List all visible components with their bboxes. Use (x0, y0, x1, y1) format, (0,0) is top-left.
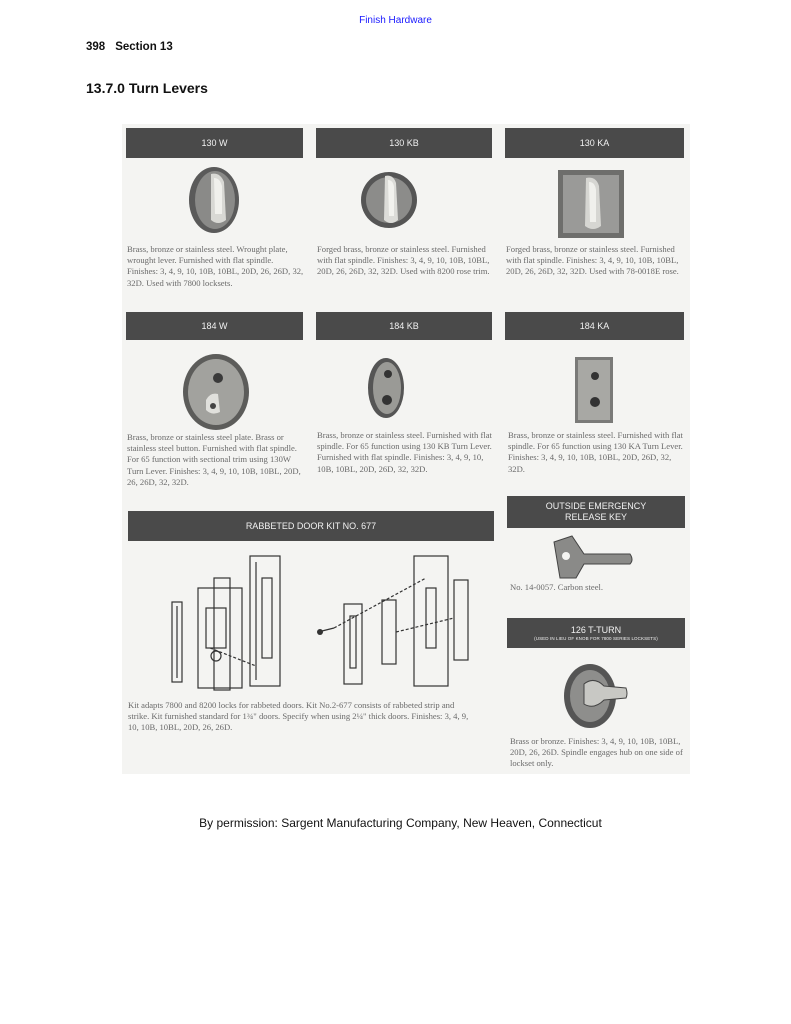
page-number: 398 (86, 41, 106, 53)
product-description-184ka: Brass, bronze or stainless steel. Furnished with flat spindle. For 65 function using 130 KA Turn Lever. Finishes: 3, 4, 9, 10, 10B, 10BL, 20D, 26D, 32, 32D. (508, 430, 683, 474)
product-description-184kb: Brass, bronze or stainless steel. Furnished with flat spindle. For 65 function using 130 KB Turn Lever. Furnished with flat spindle. Finishes: 3, 4, 9, 10, 10B, 10BL, 20D, 26D, 32, 32D. (317, 430, 492, 474)
turn-lever-130ka-image (556, 168, 626, 240)
product-description-130ka: Forged brass, bronze or stainless steel. Furnished with flat spindle. Finishes: 3, 4, 9, 10, 10B, 10BL, 20D, 26, 26D, 32, 32D. Used with 78-0018E rose. (506, 244, 679, 277)
product-label-184ka: 184 KA (505, 312, 684, 340)
t-turn-label-sub: (USED IN LIEU OF KNOB FOR 7800 SERIES LOCKSETS) (534, 635, 658, 641)
permission-credit: By permission: Sargent Manufacturing Company, New Heaven, Connecticut (199, 816, 602, 830)
plate-184kb-image (366, 356, 406, 420)
product-label-184kb: 184 KB (316, 312, 492, 340)
page-header (86, 41, 173, 53)
product-catalog-figure (122, 124, 690, 774)
rabbeted-door-kit-description: Kit adapts 7800 and 8200 locks for rabbeted doors. Kit No.2-677 consists of rabbeted strip and strike. Kit furnished standard for 1¾" doors. Specify when using 2¼" thick doors. Finishes: 3, 4, 9, 10, 10B, 10BL, 20D, 26, 26D. (128, 700, 469, 733)
turn-lever-130kb-image (360, 168, 418, 232)
rabbeted-door-kit-diagram (158, 548, 478, 698)
t-turn-image (560, 658, 630, 732)
product-label-184w: 184 W (126, 312, 303, 340)
plate-184ka-image (574, 356, 614, 424)
running-head: Finish Hardware (359, 15, 432, 26)
section-title: 13.7.0 Turn Levers (86, 80, 208, 96)
rabbeted-door-kit-label: RABBETED DOOR KIT NO. 677 (128, 511, 494, 541)
t-turn-label (507, 618, 685, 648)
product-label-130ka: 130 KA (505, 128, 684, 158)
product-label-130w: 130 W (126, 128, 303, 158)
product-description-130w: Brass, bronze or stainless steel. Wrought plate, wrought lever. Furnished with flat spindle. Finishes: 3, 4, 9, 10, 10B, 10BL, 20D, 26, 26D, 32, 32D. Used with 7800 locksets. (127, 244, 304, 288)
product-label-130kb: 130 KB (316, 128, 492, 158)
emergency-label-line2: RELEASE KEY (564, 512, 628, 522)
emergency-release-key-image (550, 534, 634, 580)
product-description-130kb: Forged brass, bronze or stainless steel. Furnished with flat spindle. Finishes: 3, 4, 9, 10, 10B, 10BL, 20D, 26, 26D, 32, 32D. Used with 8200 rose trim. (317, 244, 490, 277)
t-turn-description: Brass or bronze. Finishes: 3, 4, 9, 10, 10B, 10BL, 20D, 26, 26D. Spindle engages hub on one side of lockset only. (510, 736, 683, 769)
product-description-184w: Brass, bronze or stainless steel plate. Brass or stainless steel button. Furnished with flat spindle. For 65 function with sectional trim using 130W Turn Lever. Finishes: 3, 4, 9, 10, 10B, 10BL, 20D, 26, 26D, 32, 32D. (127, 432, 301, 487)
plate-184w-image (180, 352, 252, 432)
section-label: Section 13 (115, 41, 173, 53)
emergency-release-key-description: No. 14-0057. Carbon steel. (510, 582, 604, 592)
emergency-label-line1: OUTSIDE EMERGENCY (545, 501, 647, 511)
emergency-release-key-label (507, 496, 685, 528)
turn-lever-130w-image (184, 164, 244, 236)
t-turn-label-main: 126 T-TURN (570, 624, 622, 635)
